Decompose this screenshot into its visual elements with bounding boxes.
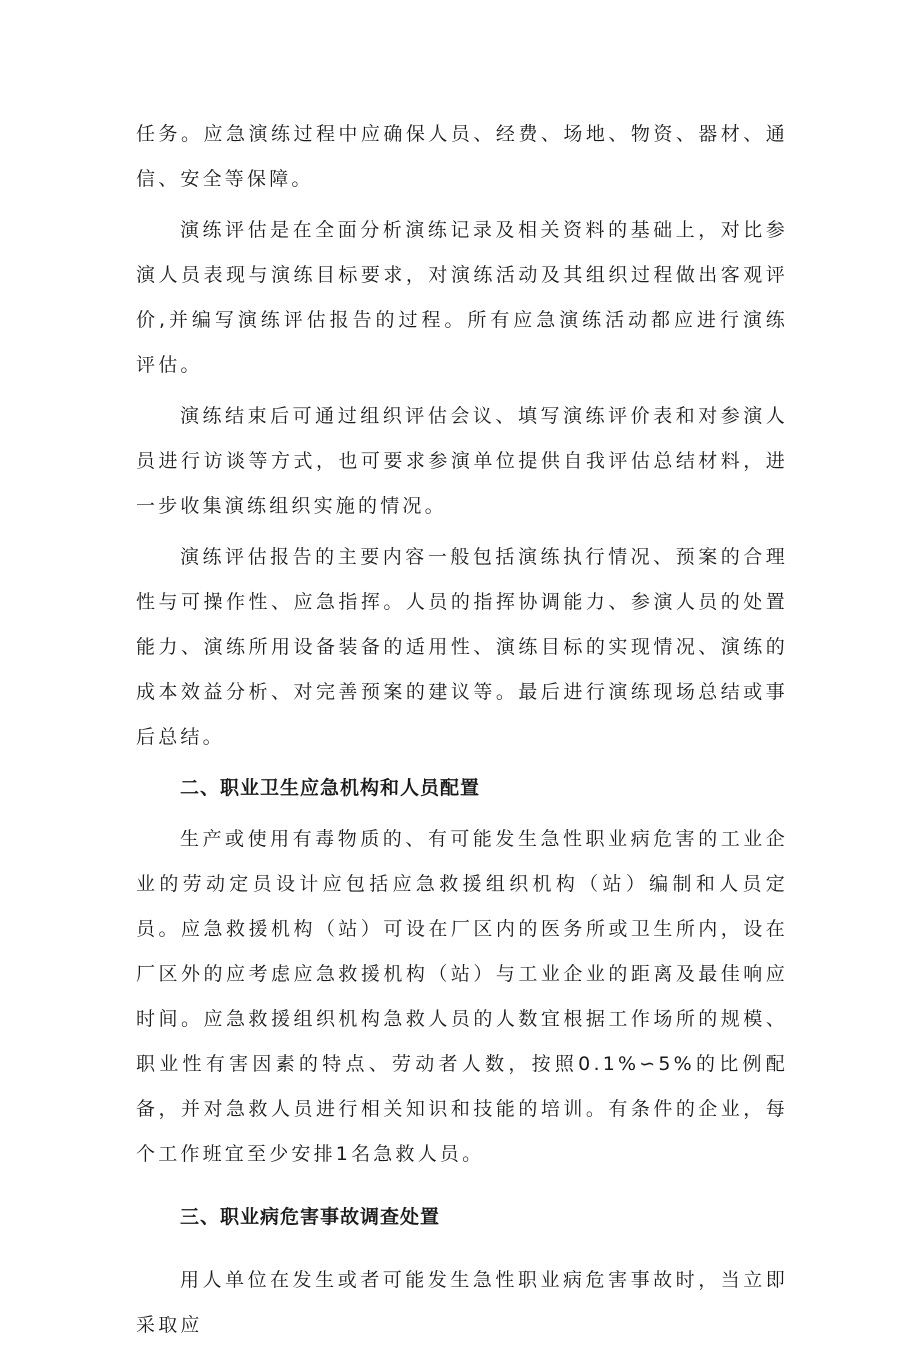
paragraph-staffing: 生产或使用有毒物质的、有可能发生急性职业病危害的工业企业的劳动定员设计应包括应急救援组织机构（站）编制和人员定员。应急救援机构（站）可设在厂区内的医务所或卫生所内，设在厂区外的应考虑应急救援机构（站）与工业企业的距离及最佳响应时间。应急救援组织机构急救人员的人数宜根据工作场所的规模、职业性有害因素的特点、劳动者人数，按照0.1%∽5%的比例配备，并对急救人员进行相关知识和技能的培训。有条件的企业，每个工作班宜至少安排1名急救人员。 [136, 828, 788, 1165]
paragraph-continuation: 任务。应急演练过程中应确保人员、经费、场地、物资、器材、通信、安全等保障。 [136, 123, 788, 190]
paragraph-evaluation-report: 演练评估报告的主要内容一般包括演练执行情况、预案的合理性与可操作性、应急指挥。人员的指挥协调能力、参演人员的处置能力、演练所用设备装备的适用性、演练目标的实现情况、演练的成本效益分析、对完善预案的建议等。最后进行演练现场总结或事后总结。 [136, 546, 788, 748]
paragraph-accident-investigation: 用人单位在发生或者可能发生急性职业病危害事故时，当立即采取应 [136, 1269, 788, 1336]
document-body [136, 112, 788, 1348]
paragraph-evaluation-methods: 演练结束后可通过组织评估会议、填写演练评价表和对参演人员进行访谈等方式，也可要求参演单位提供自我评估总结材料，进一步收集演练组织实施的情况。 [136, 405, 788, 517]
paragraph-drill-evaluation: 演练评估是在全面分析演练记录及相关资料的基础上，对比参演人员表现与演练目标要求，对演练活动及其组织过程做出客观评价,并编写演练评估报告的过程。所有应急演练活动都应进行演练评估。 [136, 219, 788, 376]
section-heading-accident-investigation: 三、职业病危害事故调查处置 [180, 1206, 441, 1228]
section-heading-staffing: 二、职业卫生应急机构和人员配置 [180, 777, 481, 799]
